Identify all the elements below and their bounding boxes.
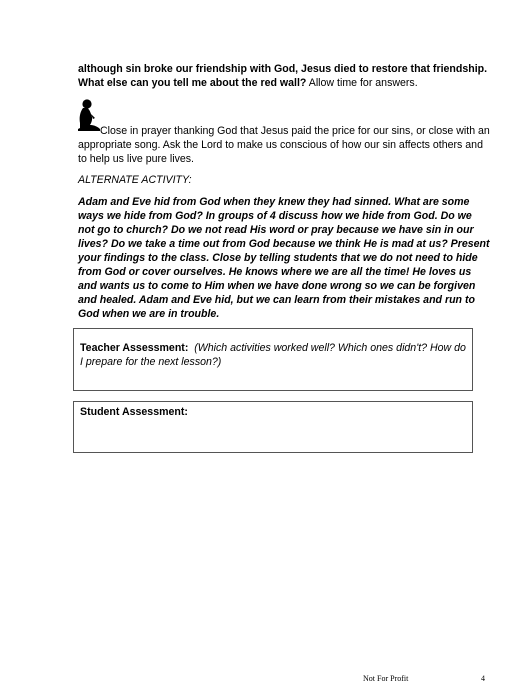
teacher-assessment-label: Teacher Assessment: [80, 342, 189, 354]
intro-paragraph [78, 62, 490, 90]
student-assessment-box [73, 401, 473, 453]
prayer-text: Close in prayer thanking God that Jesus paid the price for our sins, or close with an appropriate song. Ask the Lord to make us conscious of how our sin affects others and to help us live pure lives. [78, 125, 490, 165]
intro-plain-text: Allow time for answers. [306, 77, 418, 89]
alternate-activity-heading: ALTERNATE ACTIVITY: [78, 174, 192, 186]
intro-bold-text: although sin broke our friendship with God, Jesus died to restore that friendship. What else can you tell me about the red wall? [78, 63, 488, 89]
teacher-assessment-prompt: (Which activities worked well? Which ones didn't? How do I prepare for the next lesson?) [80, 342, 466, 368]
alternate-activity-body: Adam and Eve hid from God when they knew they had sinned. What are some ways we hide from God? In groups of 4 discuss how we hide from God. Do we not go to church? Do we not read His word or pray because we have sin in our lives? Do we take a time out from God because we think He is mad at us? Present your findings to the class. Close by telling students that we do not need to hide from God or cover ourselves. He knows where we are all the time! He loves us and wants us to come to Him when we have done wrong so we can be forgiven and healed. Adam and Eve hid, but we can learn from their mistakes and run to God when we are in trouble. [78, 196, 490, 320]
student-assessment-label: Student Assessment: [80, 406, 188, 418]
prayer-paragraph [78, 124, 490, 166]
teacher-assessment-box [73, 328, 473, 391]
footer-text: Not For Profit [363, 674, 409, 683]
page-number: 4 [481, 674, 485, 683]
